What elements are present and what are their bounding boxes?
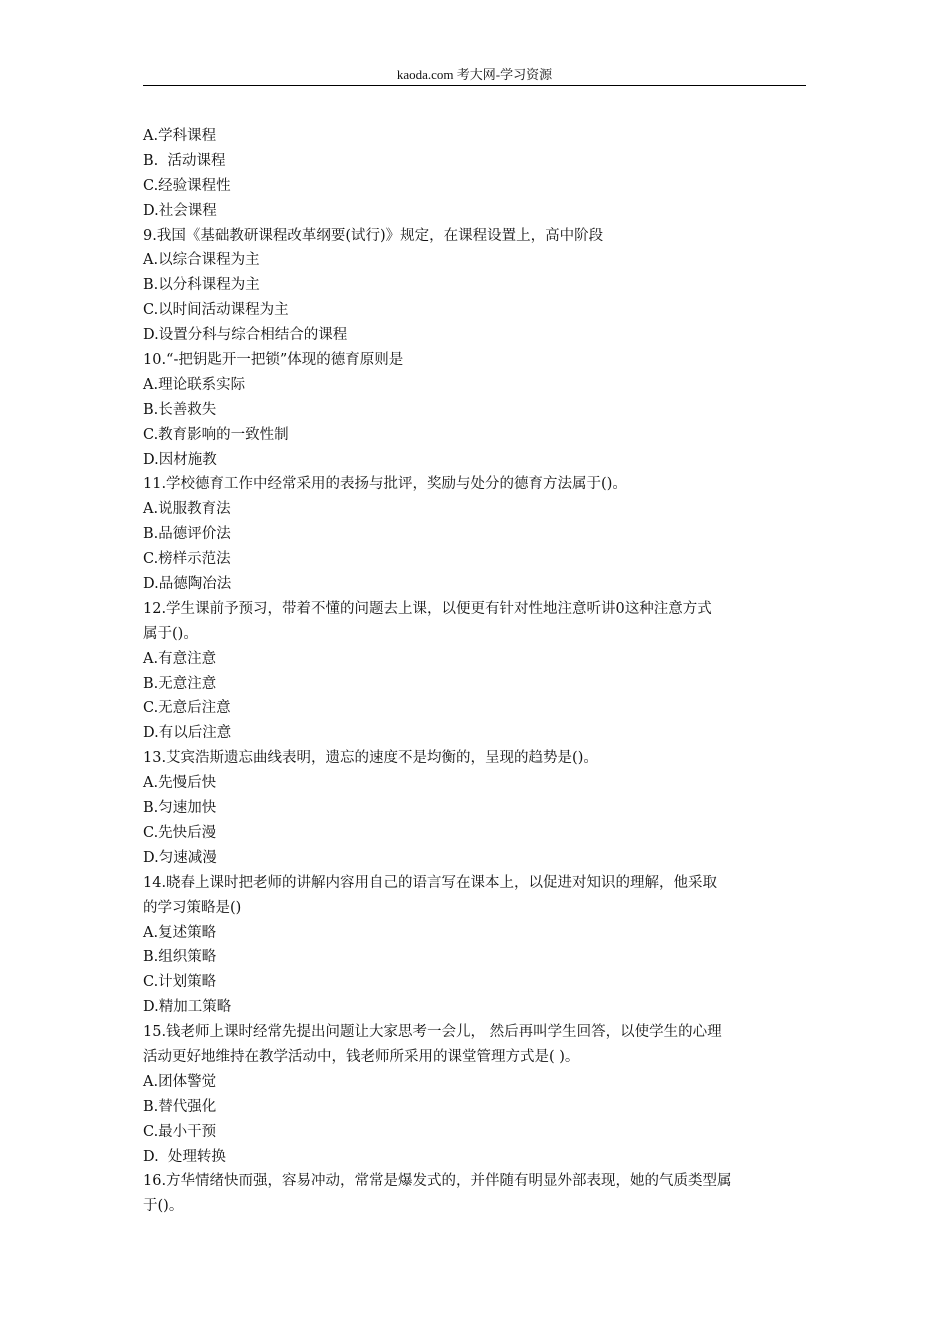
option-11c: C.榜样示范法 (143, 551, 231, 568)
question-9: 9.我国《基础教研课程改革纲要(试行)》规定，在课程设置上，高中阶段 (143, 227, 604, 244)
option-9c: C.以时间活动课程为主 (143, 302, 289, 319)
option-13c: C.先快后漫 (143, 824, 217, 841)
option-15d: D. 处理转换 (143, 1148, 226, 1165)
document-body (143, 124, 813, 1219)
question-13: 13.艾宾浩斯遗忘曲线表明，遗忘的速度不是均衡的，呈现的趋势是()。 (143, 750, 598, 767)
option-10c: C.教育影响的一致性制 (143, 426, 289, 443)
question-16: 16.方华情绪快而强，容易冲动，常常是爆发式的，并伴随有明显外部表现，她的气质类型属 (143, 1173, 732, 1190)
option-8a: A.学科课程 (143, 128, 217, 144)
option-12b: B.无意注意 (143, 675, 217, 692)
option-10a: A.理论联系实际 (143, 376, 246, 393)
option-13d: D.匀速减漫 (143, 849, 217, 866)
option-13a: A.先慢后快 (143, 775, 217, 792)
option-12a: A.有意注意 (143, 650, 217, 667)
option-15c: C.最小干预 (143, 1123, 217, 1140)
option-14d: D.精加工策略 (143, 999, 232, 1016)
option-8d: D.社会课程 (143, 202, 217, 219)
option-10b: B.长善救失 (143, 401, 217, 418)
option-15b: B.替代强化 (143, 1098, 217, 1115)
question-12: 12.学生课前予预习，带着不懂的问题去上课，以便更有针对性地注意听讲0这种注意方式 (143, 600, 712, 617)
option-9d: D.设置分科与综合相结合的课程 (143, 327, 348, 344)
option-14a: A.复述策略 (143, 924, 217, 941)
question-16-cont: 于()。 (143, 1198, 184, 1215)
question-15-cont: 活动更好地维持在教学活动中，钱老师所采用的课堂管理方式是( )。 (143, 1048, 580, 1065)
option-14c: C.计划策略 (143, 974, 217, 991)
question-11: 11.学校德育工作中经常采用的表扬与批评，奖励与处分的德育方法属于()。 (143, 476, 627, 493)
question-12-cont: 属于()。 (143, 625, 198, 642)
option-11d: D.品德陶冶法 (143, 576, 232, 593)
option-9b: B.以分科课程为主 (143, 277, 260, 294)
option-15a: A.团体警觉 (143, 1073, 217, 1090)
option-12d: D.有以后注意 (143, 725, 232, 742)
question-15: 15.钱老师上课时经常先提出问题让大家思考一会儿， 然后再叫学生回答，以使学生的心理 (143, 1024, 722, 1041)
option-10d: D.因材施教 (143, 451, 217, 468)
option-8b: B. 活动课程 (143, 152, 226, 169)
question-10: 10.“-把钥匙开一把锁”体现的德育原则是 (143, 352, 404, 369)
option-9a: A.以综合课程为主 (143, 252, 260, 269)
option-8c: C.经验课程性 (143, 177, 231, 194)
option-14b: B.组织策略 (143, 949, 217, 966)
option-11a: A.说服教育法 (143, 501, 231, 518)
page-header: kaoda.com 考大网-学习资源 (396, 67, 553, 82)
option-12c: C.无意后注意 (143, 700, 231, 717)
option-13b: B.匀速加快 (143, 800, 217, 817)
question-14: 14.晓春上课时把老师的讲解内容用自己的语言写在课本上，以促进对知识的理解，他采取 (143, 874, 718, 891)
header-divider (143, 85, 806, 86)
option-11b: B.品德评价法 (143, 526, 231, 543)
question-14-cont: 的学习策略是() (143, 899, 242, 916)
